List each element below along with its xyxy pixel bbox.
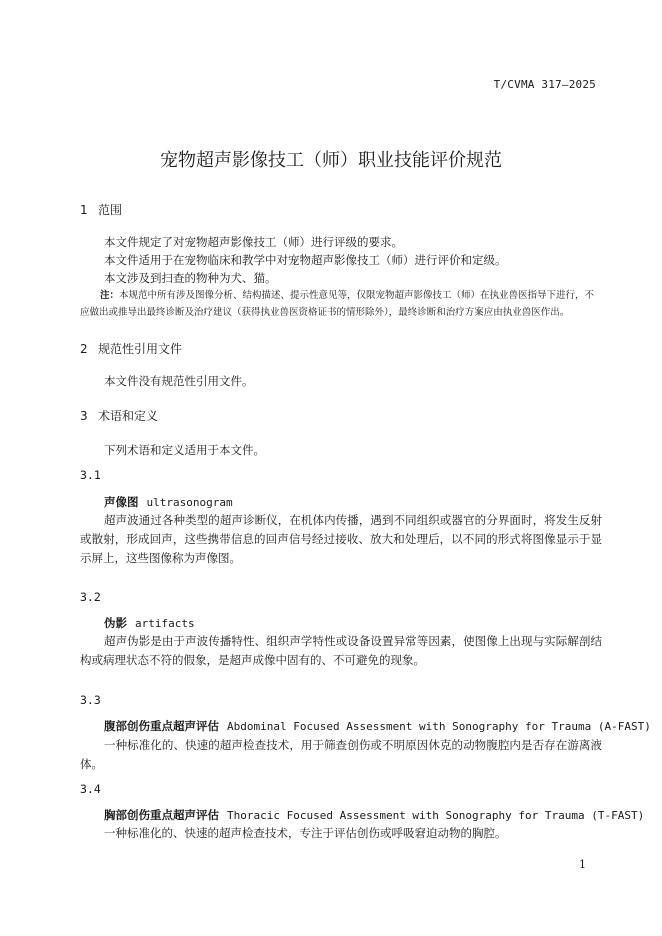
clause-3-4-number: 3.4 (80, 782, 101, 796)
section-2-title: 规范性引用文件 (98, 342, 183, 356)
section-1-para-3: 本文涉及到扫查的物种为犬、猫。 (104, 271, 277, 285)
clause-3-3-number: 3.3 (80, 693, 101, 707)
clause-3-2-number: 3.2 (80, 590, 101, 604)
standard-code: T/CVMA 317—2025 (493, 78, 596, 91)
clause-3-4-definition: 一种标准化的、快速的超声检查技术，专注于评估创伤或呼吸窘迫动物的胸腔。 (104, 826, 507, 840)
section-2-heading (80, 340, 182, 357)
section-1-number: 1 (80, 203, 88, 217)
section-2-number: 2 (80, 342, 88, 356)
term-zh: 伪影 (104, 616, 127, 630)
page-number: 1 (579, 858, 586, 871)
clause-3-2-definition: 超声伪影是由于声波传播特性、组织声学特性或设备设置异常等因素，使图像上出现与实际解剖结构或病理状态不符的假象，是超声成像中固有的、不可避免的现象。 (80, 634, 602, 667)
section-1-para-2: 本文件适用于在宠物临床和教学中对宠物超声影像技工（师）进行评价和定级。 (104, 253, 507, 267)
clause-3-2-term (104, 615, 195, 631)
note-label: 注： (100, 290, 120, 301)
term-en: Abdominal Focused Assessment with Sonography for Trauma (A-FAST) (227, 720, 651, 733)
section-1-title: 范围 (98, 203, 123, 217)
document-title: 宠物超声影像技工（师）职业技能评价规范 (160, 150, 502, 171)
clause-3-1-definition: 超声波通过各种类型的超声诊断仪，在机体内传播，遇到不同组织或器官的分界面时，将发生反射或散射，形成回声，这些携带信息的回声信号经过接收、放大和处理后，以不同的形式将图像显示于显示屏上，这些图像称为声像图。 (80, 513, 602, 565)
note-text: 本规范中所有涉及图像分析、结构描述、提示性意见等，仅限宠物超声影像技工（师）在执业兽医指导下进行，不应做出或推导出最终诊断及治疗建议（获得执业兽医资格证书的情形除外），最终诊断和治疗方案应由执业兽医作出。 (80, 290, 595, 318)
term-zh: 声像图 (104, 495, 139, 509)
term-zh: 胸部创伤重点超声评估 (104, 808, 219, 822)
clause-3-1-number: 3.1 (80, 468, 101, 482)
term-en: artifacts (135, 617, 195, 630)
clause-3-1-term (104, 494, 233, 510)
clause-3-3-definition: 一种标准化的、快速的超声检查技术，用于筛查创伤或不明原因休克的动物腹腔内是否存在游离液体。 (80, 738, 602, 771)
section-3-number: 3 (80, 409, 88, 423)
section-2-para-1: 本文件没有规范性引用文件。 (104, 374, 254, 388)
term-zh: 腹部创伤重点超声评估 (104, 719, 219, 733)
section-1-note (80, 287, 602, 321)
section-1-para-1: 本文件规定了对宠物超声影像技工（师）进行评级的要求。 (104, 235, 403, 249)
section-3-heading (80, 407, 158, 424)
clause-3-4-term (104, 807, 644, 823)
section-1-heading (80, 201, 122, 218)
clause-3-3-term (104, 718, 651, 734)
term-en: ultrasonogram (146, 496, 233, 509)
section-3-title: 术语和定义 (98, 409, 159, 423)
section-3-para-1: 下列术语和定义适用于本文件。 (104, 443, 265, 457)
term-en: Thoracic Focused Assessment with Sonography for Trauma (T-FAST) (227, 809, 645, 822)
